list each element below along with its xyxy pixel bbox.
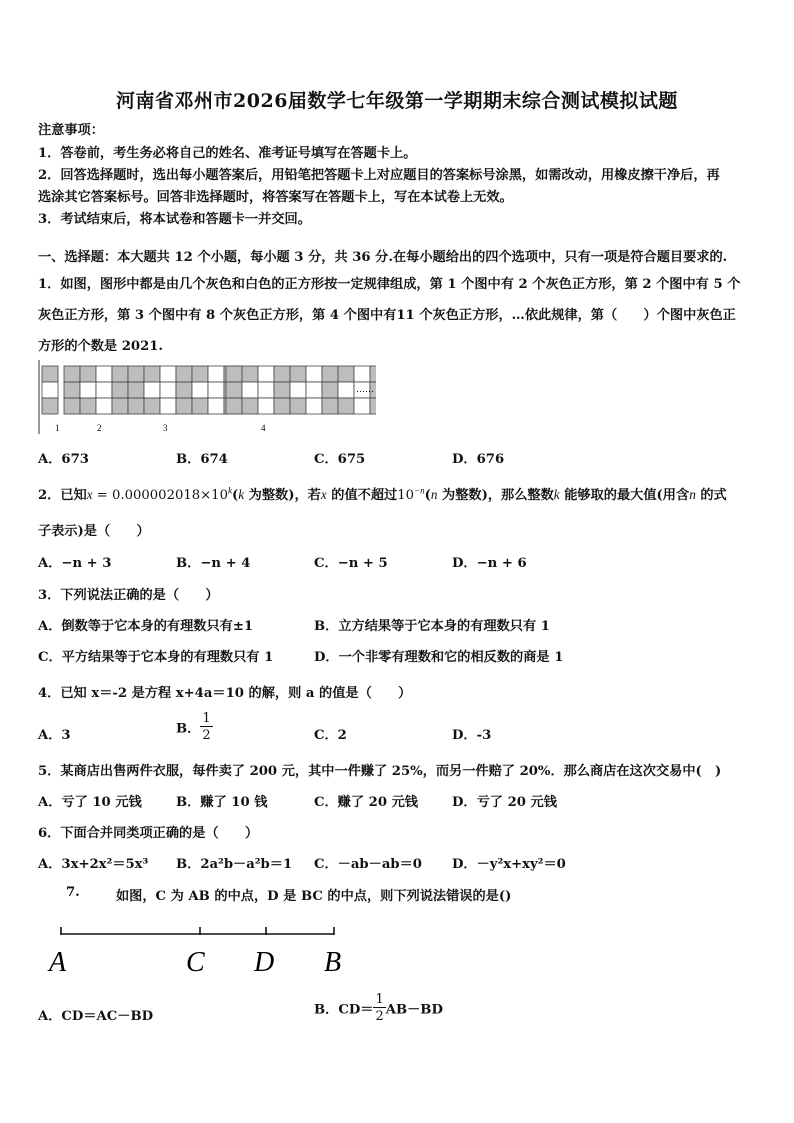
gray-square (192, 398, 208, 414)
q4-stem: 4．已知 x＝-2 是方程 x+4a＝10 的解，则 a 的值是（ ） (38, 686, 412, 701)
gray-square (128, 398, 144, 414)
white-square (80, 382, 96, 398)
q2-stem: 2．已知$x = 0.000002018\times 10^k(k$ 为整数)，若x 的值不超过$10^{-n}(n$ 为整数)，那么整数k 能够取的最大值(用含n 的式 (38, 485, 727, 503)
gray-square (128, 382, 144, 398)
point-c-label: C (186, 947, 205, 978)
gray-square (322, 366, 338, 382)
gray-square (42, 398, 58, 414)
notice-item-2-cont: 选涂其它答案标号。回答非选择题时，将答案写在答题卡上，写在本试卷上无效。 (38, 190, 513, 205)
white-square (160, 382, 176, 398)
white-square (338, 382, 354, 398)
gray-square (274, 398, 290, 414)
notice-heading: 注意事项： (38, 123, 104, 138)
q1-option-d[interactable]: D．676 (452, 452, 505, 467)
q5-option-b[interactable]: B．赚了 10 钱 (176, 795, 268, 810)
white-square (258, 366, 274, 382)
q4-option-c[interactable]: C．2 (314, 728, 347, 743)
gray-square (176, 382, 192, 398)
gray-square (370, 398, 376, 414)
gray-square (64, 382, 80, 398)
white-square (354, 398, 370, 414)
q1-option-a[interactable]: A．673 (38, 452, 89, 467)
white-square (96, 366, 112, 382)
q6-option-b[interactable]: B．2a²b－a²b＝1 (176, 857, 293, 872)
point-d-label: D (254, 947, 275, 978)
fig-continuation-dots: …… (356, 384, 374, 394)
page-title: 河南省邓州市2026届数学七年级第一学期期末综合测试模拟试题 (116, 90, 678, 112)
white-square (306, 382, 322, 398)
gray-square (338, 366, 354, 382)
white-square (160, 366, 176, 382)
q2-option-a[interactable]: A．−n + 3 (38, 556, 112, 571)
gray-square (112, 366, 128, 382)
gray-square (64, 366, 80, 382)
white-square (290, 382, 306, 398)
white-square (258, 398, 274, 414)
gray-square (274, 382, 290, 398)
q4-option-d[interactable]: D．-3 (452, 728, 492, 743)
notice-item-3: 3．考试结束后，将本试卷和答题卡一并交回。 (38, 212, 311, 227)
white-square (208, 366, 224, 382)
q5-option-a[interactable]: A．亏了 10 元钱 (38, 795, 142, 810)
fig-label-3: 3 (163, 423, 168, 433)
white-square (242, 382, 258, 398)
q7-stem: 如图，C 为 AB 的中点，D 是 BC 的中点，则下列说法错误的是() (116, 889, 512, 904)
gray-square (322, 398, 338, 414)
q7-option-b[interactable]: B．CD＝ $\frac{1}{2}$ AB－BD (314, 992, 443, 1024)
q4-option-a[interactable]: A．3 (38, 728, 71, 743)
gray-square (290, 398, 306, 414)
fig-label-2: 2 (97, 423, 102, 433)
gray-square (370, 366, 376, 382)
white-square (208, 398, 224, 414)
q7-segment-figure (40, 922, 360, 980)
white-square (144, 382, 160, 398)
white-square (306, 398, 322, 414)
white-square (192, 382, 208, 398)
gray-square (322, 382, 338, 398)
q2-option-d[interactable]: D．−n + 6 (452, 556, 527, 571)
q3-stem: 3．下列说法正确的是（ ） (38, 588, 219, 603)
fraction-one-half: $\frac{1}{2}$ (375, 992, 384, 1024)
q3-option-c[interactable]: C．平方结果等于它本身的有理数只有 1 (38, 650, 274, 665)
gray-square (64, 398, 80, 414)
q7-number: 7. (66, 885, 80, 900)
gray-square (338, 398, 354, 414)
gray-square (80, 366, 96, 382)
gray-square (226, 366, 242, 382)
q1-line1: 1．如图，图形中都是由几个灰色和白色的正方形按一定规律组成，第 1 个图中有 2 个灰色正方形，第 2 个图中有 5 个 (38, 277, 741, 292)
gray-square (274, 366, 290, 382)
gray-square (242, 366, 258, 382)
white-square (42, 382, 58, 398)
gray-square (112, 382, 128, 398)
white-square (160, 398, 176, 414)
point-b-label: B (324, 947, 342, 978)
point-a-label: A (49, 947, 67, 978)
q5-stem: 5．某商店出售两件衣服，每件卖了 200 元，其中一件赚了 25%，而另一件赔了 20%．那么商店在这次交易中( ) (38, 764, 722, 779)
notice-item-2: 2．回答选择题时，选出每小题答案后，用铅笔把答题卡上对应题目的答案标号涂黑，如需改动，用橡皮擦干净后，再 (38, 168, 720, 183)
fraction-one-half: $\frac{1}{2}$ (202, 711, 211, 743)
fig-label-4: 4 (261, 423, 266, 433)
q1-option-c[interactable]: C．675 (314, 452, 366, 467)
section-heading: 一、选择题：本大题共 12 个小题，每小题 3 分，共 36 分.在每小题给出的四个选项中，只有一项是符合题目要求的. (38, 250, 728, 265)
gray-square (144, 398, 160, 414)
q3-option-d[interactable]: D．一个非零有理数和它的相反数的商是 1 (314, 650, 564, 665)
gray-square (128, 366, 144, 382)
q5-option-d[interactable]: D．亏了 20 元钱 (452, 795, 557, 810)
q6-option-d[interactable]: D．－y²x+xy²＝0 (452, 857, 566, 872)
q1-pattern-figure (36, 360, 376, 438)
white-square (354, 366, 370, 382)
q2-option-c[interactable]: C．−n + 5 (314, 556, 388, 571)
q1-line3: 方形的个数是 2021. (38, 339, 164, 354)
gray-square (226, 382, 242, 398)
gray-square (80, 398, 96, 414)
q6-stem: 6．下面合并同类项正确的是（ ） (38, 826, 259, 841)
gray-square (176, 398, 192, 414)
q4-option-b[interactable]: B． $\frac{1}{2}$ (176, 711, 211, 743)
q5-option-c[interactable]: C．赚了 20 元钱 (314, 795, 418, 810)
gray-square (192, 366, 208, 382)
q3-option-a[interactable]: A．倒数等于它本身的有理数只有±1 (38, 619, 254, 634)
q7-option-a[interactable]: A．CD＝AC－BD (38, 1009, 154, 1024)
gray-square (226, 398, 242, 414)
gray-square (144, 366, 160, 382)
q2-stem-cont: 子表示)是（ ） (38, 524, 150, 539)
q1-line2: 灰色正方形，第 3 个图中有 8 个灰色正方形，第 4 个图中有11 个灰色正方形，…依此规律，第（ ）个图中灰色正 (38, 308, 736, 323)
gray-square (242, 398, 258, 414)
gray-square (290, 366, 306, 382)
q6-option-c[interactable]: C．－ab－ab＝0 (314, 857, 422, 872)
white-square (208, 382, 224, 398)
q1-option-b[interactable]: B．674 (176, 452, 228, 467)
white-square (96, 398, 112, 414)
q2-option-b[interactable]: B．−n + 4 (176, 556, 251, 571)
gray-square (42, 366, 58, 382)
white-square (306, 366, 322, 382)
q3-option-b[interactable]: B．立方结果等于它本身的有理数只有 1 (314, 619, 550, 634)
white-square (96, 382, 112, 398)
gray-square (112, 398, 128, 414)
fig-label-1: 1 (55, 423, 60, 433)
gray-square (176, 366, 192, 382)
q6-option-a[interactable]: A．3x+2x²＝5x³ (38, 857, 149, 872)
notice-item-1: 1．答卷前，考生务必将自己的姓名、准考证号填写在答题卡上。 (38, 146, 417, 161)
white-square (258, 382, 274, 398)
